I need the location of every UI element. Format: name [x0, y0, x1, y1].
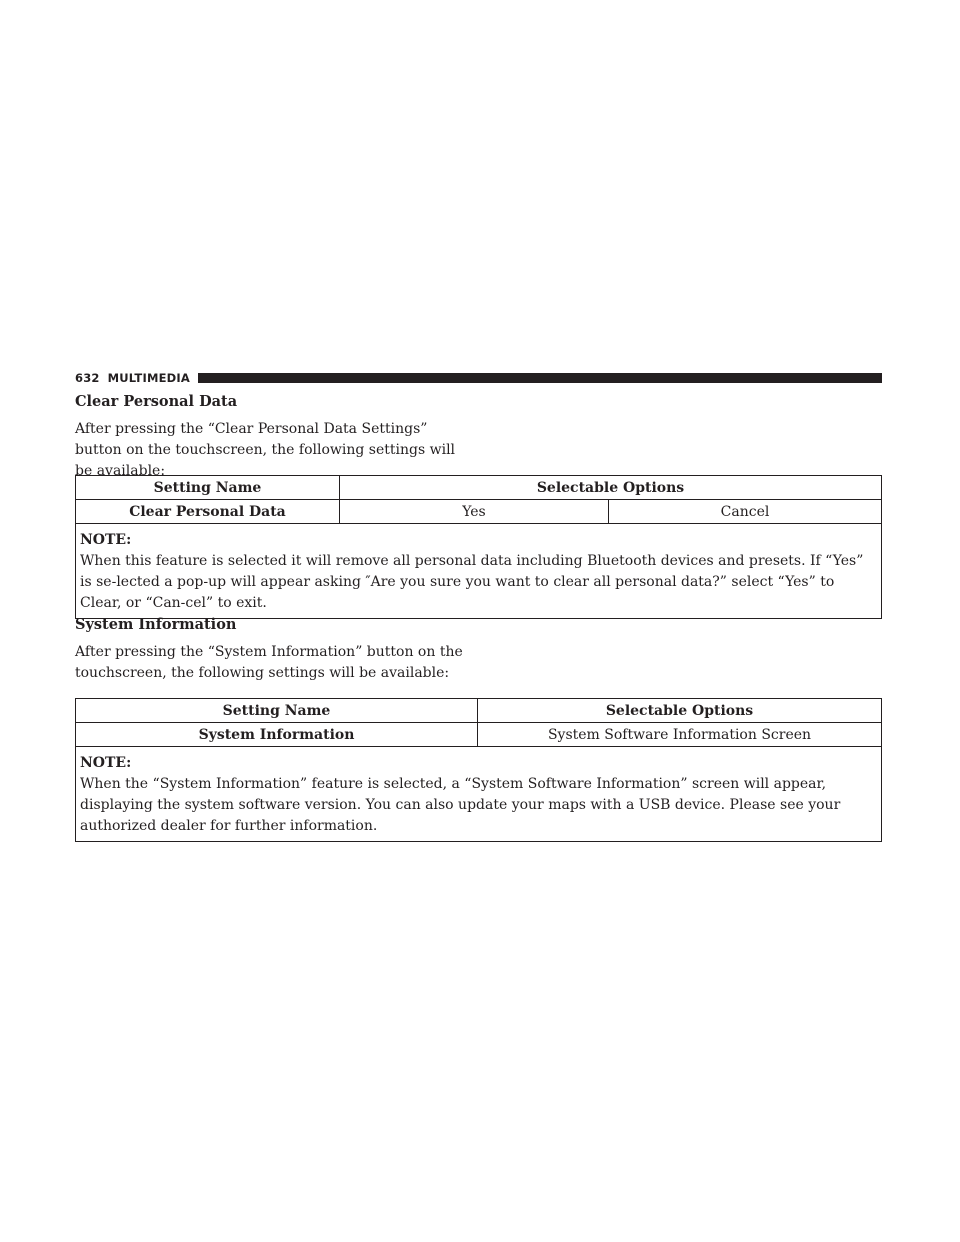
system-information-table	[75, 698, 882, 842]
note-row	[76, 747, 882, 842]
clear-personal-data-heading: Clear Personal Data	[75, 393, 238, 410]
note-label: NOTE:	[80, 532, 132, 548]
table-row	[76, 723, 882, 747]
selectable-options-header: Selectable Options	[340, 476, 882, 500]
system-information-heading: System Information	[75, 616, 237, 633]
header-rule	[198, 373, 882, 383]
note-cell	[76, 747, 882, 842]
table-header-row	[76, 699, 882, 723]
setting-name-header: Setting Name	[76, 476, 340, 500]
note-text: When this feature is selected it will remove all personal data including Bluetooth devices and presets. If “Yes” is se-lected a pop-up will appear asking ″Are you sure you want to clear all personal data?” select “Yes” to Clear, or “Can-cel” to exit.	[80, 553, 864, 611]
note-row	[76, 524, 882, 619]
page-header	[75, 371, 882, 385]
table-row	[76, 500, 882, 524]
clear-personal-data-intro: After pressing the “Clear Personal Data Settings” button on the touchscreen, the following settings will be available:	[75, 421, 456, 479]
option-cancel-cell: Cancel	[609, 500, 882, 524]
system-information-intro: After pressing the “System Information” button on the touchscreen, the following settings will be available:	[75, 644, 463, 681]
setting-name-cell: Clear Personal Data	[76, 500, 340, 524]
selectable-options-header: Selectable Options	[478, 699, 882, 723]
page-number: 632	[75, 371, 100, 385]
setting-name-cell: System Information	[76, 723, 478, 747]
setting-name-header: Setting Name	[76, 699, 478, 723]
section-title: MULTIMEDIA	[107, 371, 190, 385]
option-cell: System Software Information Screen	[478, 723, 882, 747]
clear-personal-data-table	[75, 475, 882, 619]
note-label: NOTE:	[80, 755, 132, 771]
note-text: When the “System Information” feature is selected, a “System Software Information” screen will appear, displaying the system software version. You can also update your maps with a USB device. Please see your authorized dealer for further information.	[80, 776, 841, 834]
option-yes-cell: Yes	[340, 500, 609, 524]
note-cell	[76, 524, 882, 619]
table-header-row	[76, 476, 882, 500]
